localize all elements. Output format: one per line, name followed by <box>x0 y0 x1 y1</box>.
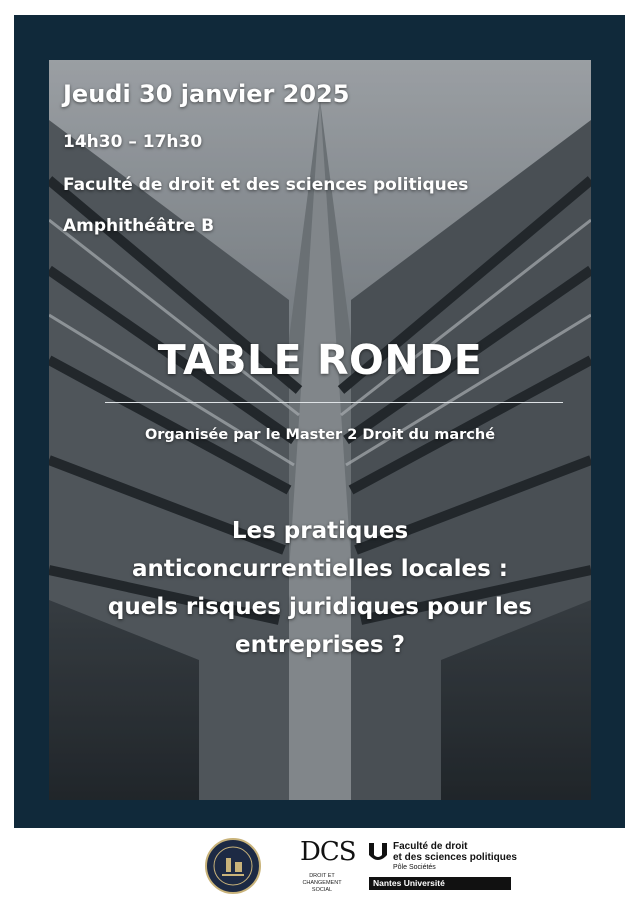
building-photo <box>49 60 591 800</box>
event-time: 14h30 – 17h30 <box>63 132 203 152</box>
theme-line: Les pratiques <box>231 518 409 544</box>
seal-emblem-icon <box>207 840 259 892</box>
nantes-line: Faculté de droit <box>393 841 468 852</box>
dcs-subtitle <box>294 873 350 894</box>
nantes-pole: Pôle Sociétés <box>393 864 436 871</box>
event-room: Amphithéâtre B <box>63 216 215 236</box>
dcs-logo <box>300 837 356 893</box>
theme-line: entreprises ? <box>235 632 405 658</box>
event-date: Jeudi 30 janvier 2025 <box>63 80 350 108</box>
title-divider <box>105 402 563 403</box>
nantes-universite-bar: Nantes Université <box>369 877 511 890</box>
organizer-line: Organisée par le Master 2 Droit du marché <box>144 427 496 443</box>
event-faculty: Faculté de droit et des sciences politiques <box>63 175 469 195</box>
theme-heading <box>69 512 571 664</box>
dcs-letters: DCS <box>300 837 356 867</box>
theme-line: anticoncurrentielles locales : <box>131 556 508 582</box>
master-seal-logo <box>205 838 261 894</box>
nantes-universite-icon <box>369 843 387 861</box>
poster-title: TABLE RONDE <box>157 336 483 384</box>
logo-strip <box>0 835 639 895</box>
theme-line: quels risques juridiques pour les <box>107 594 533 620</box>
nantes-faculty-text <box>393 841 517 872</box>
dcs-subtitle-line: DROIT ET <box>309 873 335 879</box>
dcs-subtitle-line: CHANGEMENT SOCIAL <box>302 880 342 893</box>
nantes-line: et des sciences politiques <box>393 852 517 863</box>
